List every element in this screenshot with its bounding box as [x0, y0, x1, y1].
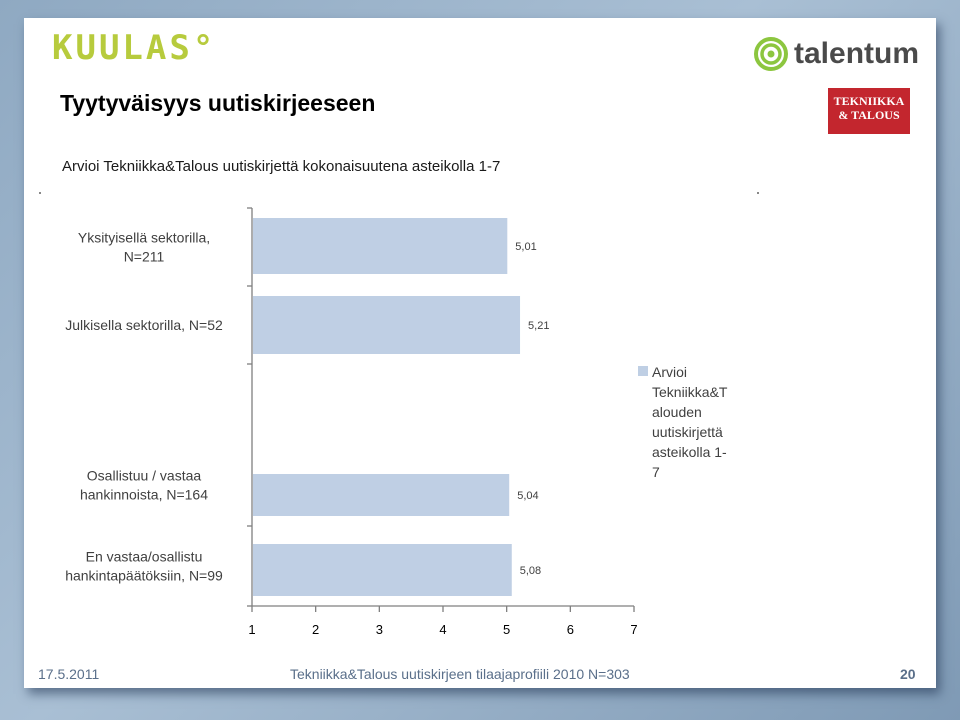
x-tick-label: 2: [312, 622, 320, 637]
data-label-2: 5,21: [528, 320, 550, 332]
footer-title: Tekniikka&Talous uutiskirjeen tilaajaprofiili 2010 N=303: [290, 666, 630, 682]
data-label-4: 5,08: [519, 565, 542, 577]
bar-4: [253, 544, 512, 596]
x-tick-label: 1: [248, 622, 256, 637]
page-subtitle: Arvioi Tekniikka&Talous uutiskirjettä kokonaisuutena asteikolla 1-7: [62, 158, 501, 175]
legend-label: asteikolla 1-: [652, 444, 727, 460]
x-tick-label: 5: [503, 622, 511, 637]
x-tick-label: 3: [375, 622, 383, 637]
bar-1: [253, 218, 507, 274]
legend-swatch: [638, 366, 648, 376]
bar-3: [253, 474, 509, 516]
slide: [24, 18, 936, 688]
category-label-3: Osallistuu / vastaa: [86, 467, 202, 484]
legend-label: 7: [652, 464, 660, 480]
page-number: 20: [900, 666, 916, 682]
bar-2: [253, 296, 520, 354]
data-label-3: 5,04: [517, 490, 539, 502]
category-label-3: hankinnoista, N=164: [79, 486, 209, 503]
category-label-4: En vastaa/osallistu: [85, 548, 203, 565]
x-tick-label: 7: [630, 622, 638, 637]
category-label-4: hankintapäätöksiin, N=99: [65, 567, 223, 584]
data-label-1: 5,01: [515, 241, 537, 253]
page-title: Tyytyväisyys uutiskirjeeseen: [60, 90, 376, 116]
legend-label: alouden: [652, 404, 702, 420]
x-tick-label: 6: [566, 622, 574, 637]
legend-label: Arvioi: [652, 364, 688, 380]
footer-date: 17.5.2011: [38, 666, 100, 682]
legend-label: uutiskirjettä: [652, 424, 723, 440]
category-label-1: N=211: [123, 248, 165, 265]
bar-chart: [24, 18, 936, 648]
x-tick-label: 4: [439, 622, 447, 637]
tt-logo-line1: TEKNIIKKA: [833, 94, 905, 108]
kuulas-logo: KUULAS°: [52, 28, 217, 68]
tt-logo-line2: & TALOUS: [838, 108, 900, 122]
talentum-text: talentum: [794, 37, 920, 70]
category-label-1: Yksityisellä sektorilla,: [77, 229, 211, 246]
category-label-2: Julkisella sektorilla, N=52: [65, 317, 223, 333]
legend-label: Tekniikka&T: [652, 384, 728, 400]
